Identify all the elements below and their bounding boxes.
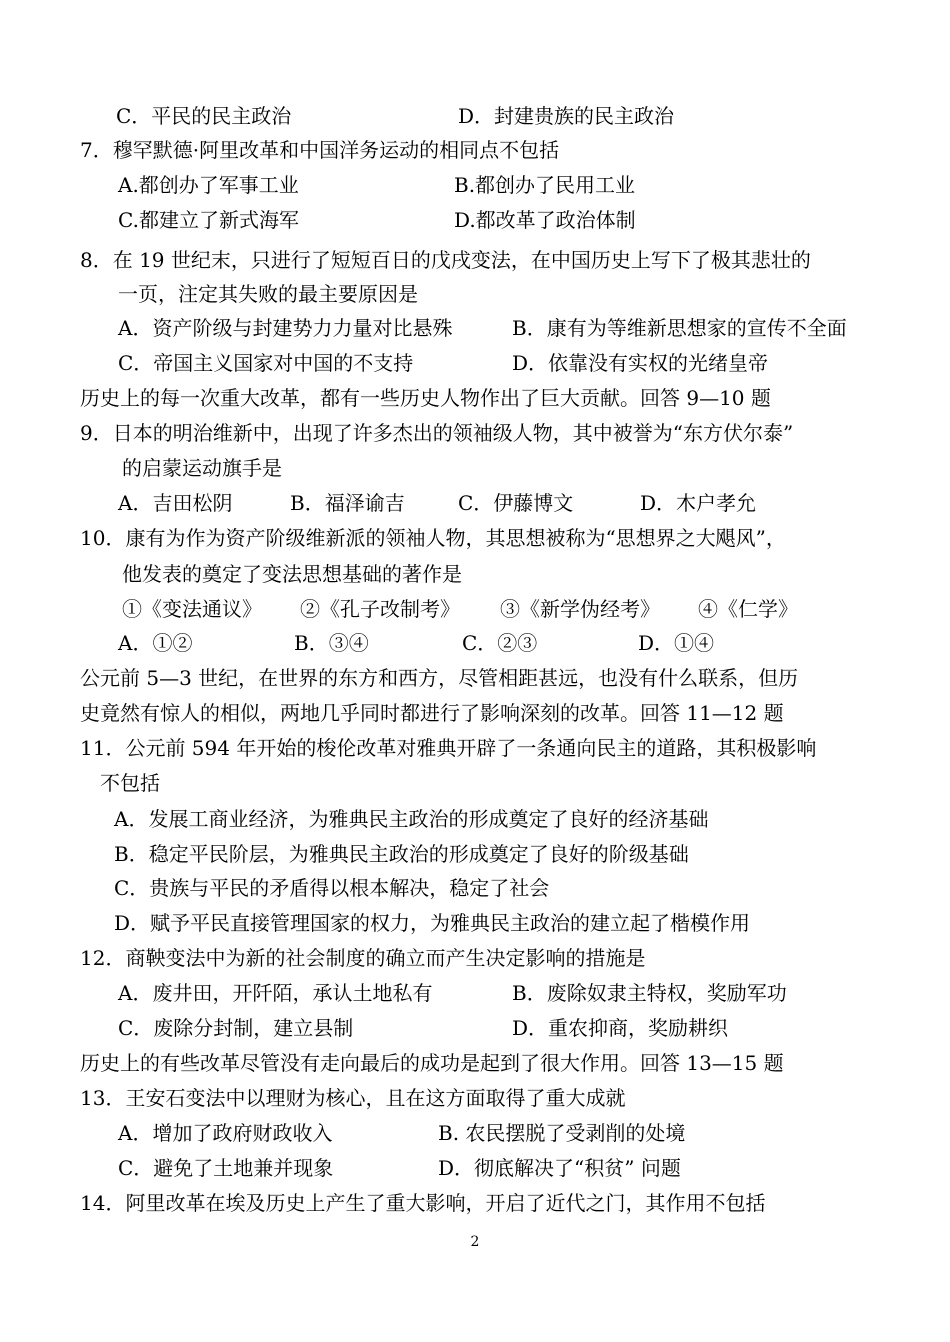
option-d: D．赋予平民直接管理国家的权力，为雅典民主政治的建立起了楷模作用 [114,911,751,935]
option-c: C．平民的民主政治 [116,104,292,128]
question-7: 7．穆罕默德·阿里改革和中国洋务运动的相同点不包括 [80,138,560,162]
question-10: 10．康有为作为资产阶级维新派的领袖人物，其思想被称为“思想界之大飓风”， [80,526,786,550]
choice-item-1: ①《变法通议》 [122,597,262,621]
option-d: D．重农抑商，奖励耕织 [512,1016,729,1040]
option-b: B．稳定平民阶层，为雅典民主政治的形成奠定了良好的阶级基础 [114,842,689,866]
question-9-cont: 的启蒙运动旗手是 [122,456,282,480]
question-10-cont: 他发表的奠定了变法思想基础的著作是 [122,562,462,586]
option-d: D．依靠没有实权的光绪皇帝 [512,351,769,375]
option-b: B．③④ [294,631,369,655]
question-11: 11．公元前 594 年开始的梭伦改革对雅典开辟了一条通向民主的道路，其积极影响 [80,736,817,760]
option-c: C．伊藤博文 [458,491,574,515]
page-number: 2 [470,1234,480,1250]
option-d: D．①④ [638,631,715,655]
option-d: D.都改革了政治体制 [454,208,636,232]
question-8: 8．在 19 世纪末，只进行了短短百日的戊戌变法，在中国历史上写下了极其悲壮的 [80,248,811,272]
option-b: B.都创办了民用工业 [454,173,636,197]
option-a: A．资产阶级与封建势力力量对比悬殊 [118,316,453,340]
option-a: A．废井田，开阡陌，承认土地私有 [118,981,433,1005]
question-14: 14．阿里改革在埃及历史上产生了重大影响，开启了近代之门，其作用不包括 [80,1191,766,1215]
choice-item-3: ③《新学伪经考》 [500,597,660,621]
option-a: A．吉田松阴 [118,491,233,515]
option-a: A.都创办了军事工业 [118,173,299,197]
section-intro: 公元前 5—3 世纪，在世界的东方和西方，尽管相距甚远，也没有什么联系，但历 [80,666,799,690]
option-b: B. 农民摆脱了受剥削的处境 [438,1121,686,1145]
option-c: C.都建立了新式海军 [118,208,299,232]
option-c: C．废除分封制，建立县制 [118,1016,354,1040]
option-a: A．增加了政府财政收入 [118,1121,333,1145]
section-intro: 历史上的有些改革尽管没有走向最后的成功是起到了很大作用。回答 13—15 题 [80,1051,784,1075]
option-b: B．福泽谕吉 [290,491,405,515]
option-b: B．废除奴隶主特权，奖励军功 [512,981,787,1005]
option-c: C．避免了土地兼并现象 [118,1156,334,1180]
question-9: 9．日本的明治维新中，出现了许多杰出的领袖级人物，其中被誉为“东方伏尔泰” [80,421,794,445]
question-13: 13．王安石变法中以理财为核心，且在这方面取得了重大成就 [80,1086,626,1110]
option-c: C．贵族与平民的矛盾得以根本解决，稳定了社会 [114,876,550,900]
question-12: 12．商鞅变法中为新的社会制度的确立而产生决定影响的措施是 [80,946,646,970]
question-11-cont: 不包括 [100,771,160,795]
option-a: A．①② [118,631,193,655]
option-d: D．彻底解决了“积贫” 问题 [438,1156,681,1180]
option-d: D．木户孝允 [640,491,757,515]
section-intro: 历史上的每一次重大改革，都有一些历史人物作出了巨大贡献。回答 9—10 题 [80,386,771,410]
question-8-cont: 一页，注定其失败的最主要原因是 [118,282,418,306]
option-a: A．发展工商业经济，为雅典民主政治的形成奠定了良好的经济基础 [114,807,709,831]
choice-item-4: ④《仁学》 [698,597,798,621]
option-c: C．帝国主义国家对中国的不支持 [118,351,414,375]
option-b: B．康有为等维新思想家的宣传不全面 [512,316,847,340]
section-intro-cont: 史竟然有惊人的相似，两地几乎同时都进行了影响深刻的改革。回答 11—12 题 [80,701,784,725]
option-d: D．封建贵族的民主政治 [458,104,675,128]
choice-item-2: ②《孔子改制考》 [300,597,460,621]
option-c: C．②③ [462,631,538,655]
